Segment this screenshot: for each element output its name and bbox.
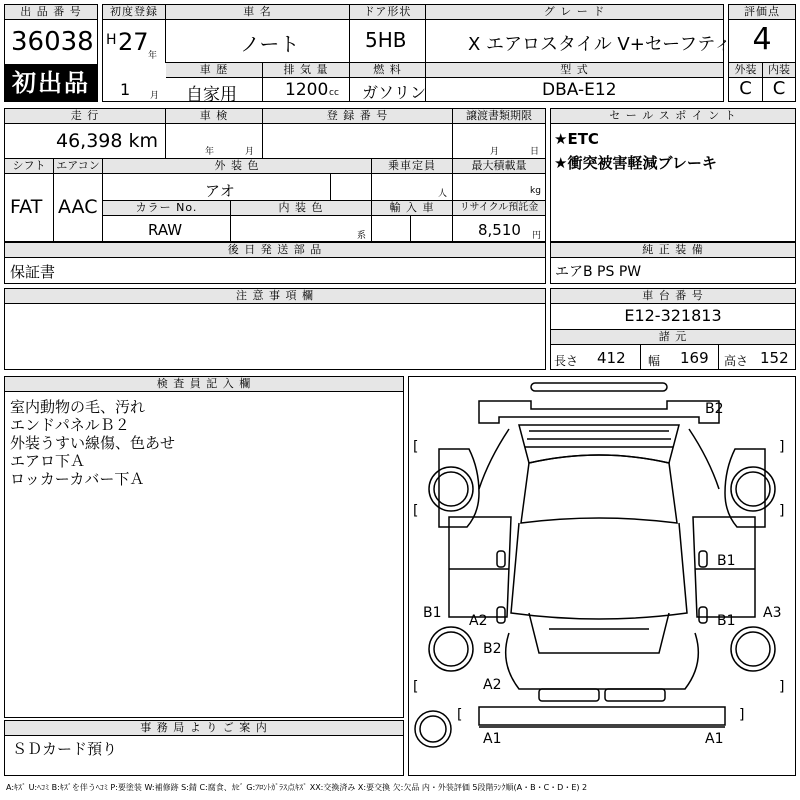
inspector-line-3: 外装うすい線傷、色あせ (10, 434, 176, 452)
transfer-label: 譲渡書類期限 (453, 109, 545, 124)
exterior-label: 外装 (729, 63, 762, 78)
bracket-mark: ] (779, 439, 785, 455)
bracket-mark: [ (413, 679, 419, 695)
bracket-mark: [ (413, 503, 419, 519)
inspector-line-5: ロッカーカバー下Ａ (10, 470, 145, 488)
load-unit: kg (530, 186, 541, 196)
later-parts-value: 保証書 (10, 263, 56, 281)
displacement: 1200 (285, 80, 329, 100)
inspector-line-1: 室内動物の毛、汚れ (10, 398, 146, 416)
selling-points-box (550, 108, 796, 242)
damage-mark: A1 (705, 731, 724, 747)
car-name: ノート (240, 32, 300, 56)
legend: A:ｷｽﾞ U:ﾍｺﾐ B:ｷｽﾞを伴うﾍｺﾐ P:要塗装 W:補修跡 S:錆 C:腐食、ｶﾋﾞ G:ﾌﾛﾝﾄｶﾞﾗｽ点ｷｽﾞ XX:交換済み X:要交換 欠:欠品 内・外装評価 5段階ﾗﾝｸ順(A・B・C・D・E) 2 (6, 783, 588, 792)
door-type: 5HB (365, 28, 407, 52)
car-outline-drawing (409, 377, 795, 775)
first-listing-text: 初出品 (12, 69, 90, 97)
fuel-label: 燃 料 (350, 63, 425, 78)
mileage-label: 走 行 (5, 109, 165, 124)
door-label: ドア形状 (350, 5, 425, 20)
selling-points-label: セ ー ル ス ポ イ ン ト (551, 109, 795, 124)
transfer-day-unit: 日 (530, 147, 540, 157)
selling-point-2: ★衝突被害軽減ブレーキ (554, 154, 717, 172)
damage-mark: A1 (483, 731, 502, 747)
model-label: 型 式 (426, 63, 723, 78)
height: 152 (760, 349, 789, 367)
ext-color-label: 外 装 色 (103, 159, 371, 174)
office-label: 事 務 局 よ り ご 案 内 (5, 721, 403, 736)
displacement-label: 排 気 量 (263, 63, 349, 78)
color-no-label: カラー No. (103, 201, 230, 216)
inspector-line-4: エアロ下Ａ (10, 452, 86, 470)
score: 4 (752, 22, 772, 57)
shift-label: シフト (5, 159, 53, 174)
options-label: 純 正 装 備 (551, 243, 795, 258)
damage-mark: B2 (483, 641, 502, 657)
bracket-mark: [ (457, 707, 463, 723)
damage-mark: A3 (763, 605, 782, 621)
lot-number: 36038 (11, 27, 94, 57)
displacement-unit: cc (329, 88, 339, 98)
damage-diagram (408, 376, 796, 776)
chassis-number: E12-321813 (624, 306, 722, 325)
capacity-label: 乗車定員 (372, 159, 452, 174)
length-label: 長さ (554, 354, 579, 368)
lot-label: 出 品 番 号 (5, 5, 97, 20)
reg-era: H (106, 32, 117, 48)
inspection-month-unit: 月 (245, 147, 255, 157)
reg-month: 1 (120, 80, 131, 99)
history: 自家用 (186, 85, 237, 105)
bracket-mark: ] (739, 707, 745, 723)
history-label: 車 歴 (166, 63, 262, 78)
ac-label: エアコン (54, 159, 102, 174)
reg-month-unit: 月 (150, 91, 160, 101)
damage-mark: B1 (717, 553, 736, 569)
notes-label: 注 意 事 項 欄 (5, 289, 545, 304)
dims-label: 諸 元 (551, 330, 795, 345)
import-label: 輸 入 車 (372, 201, 452, 216)
recycle-unit: 円 (532, 231, 542, 241)
inspector-line-2: エンドパネルＢ２ (10, 416, 130, 434)
interior-grade: C (772, 78, 786, 99)
chassis-label: 車 台 番 号 (551, 289, 795, 304)
inspection-year-unit: 年 (205, 147, 215, 157)
height-label: 高さ (724, 354, 749, 368)
mileage: 46,398 km (56, 130, 159, 152)
ext-color: アオ (205, 182, 235, 200)
width: 169 (680, 349, 709, 367)
bracket-mark: [ (413, 439, 419, 455)
car-name-label: 車 名 (166, 5, 349, 20)
recycle-amount: 8,510 (478, 221, 521, 239)
ac: AAC (58, 196, 98, 218)
length: 412 (597, 349, 626, 367)
damage-mark: B1 (717, 613, 736, 629)
transfer-month-unit: 月 (490, 147, 500, 157)
reg-label: 初度登録 (103, 5, 165, 20)
office-value: ＳＤカード預り (12, 740, 118, 758)
inspection-label: 車 検 (166, 109, 262, 124)
int-color-label: 内 装 色 (231, 201, 371, 216)
shift: FAT (10, 196, 43, 218)
inspector-label: 検 査 員 記 入 欄 (5, 377, 403, 392)
bracket-mark: ] (779, 679, 785, 695)
reg-year: 27 (118, 28, 149, 56)
bracket-mark: ] (779, 503, 785, 519)
selling-point-1: ★ETC (554, 130, 599, 148)
recycle-label: リサイクル預託金 (453, 201, 545, 216)
plate-label: 登 録 番 号 (263, 109, 452, 124)
width-label: 幅 (648, 354, 661, 368)
fuel: ガソリン (362, 83, 427, 102)
grade: X エアロスタイル V+セーフティ (468, 34, 732, 55)
vehicle-info-box (4, 108, 546, 242)
damage-mark: B2 (705, 401, 724, 417)
first-listing-badge (4, 64, 98, 102)
score-label: 評価点 (729, 5, 795, 20)
damage-mark: A2 (469, 613, 488, 629)
int-color-unit: 系 (357, 231, 367, 241)
capacity-unit: 人 (438, 189, 448, 199)
grade-label: グ レ ー ド (426, 5, 723, 20)
model: DBA-E12 (542, 80, 617, 100)
reg-year-unit: 年 (148, 51, 158, 61)
load-label: 最大積載量 (453, 159, 545, 174)
interior-label: 内装 (763, 63, 795, 78)
color-no: RAW (148, 221, 183, 239)
options-value: エアB PS PW (555, 264, 642, 280)
damage-mark: A2 (483, 677, 502, 693)
exterior-grade: C (739, 78, 752, 99)
later-parts-label: 後 日 発 送 部 品 (5, 243, 545, 258)
damage-mark: B1 (423, 605, 442, 621)
